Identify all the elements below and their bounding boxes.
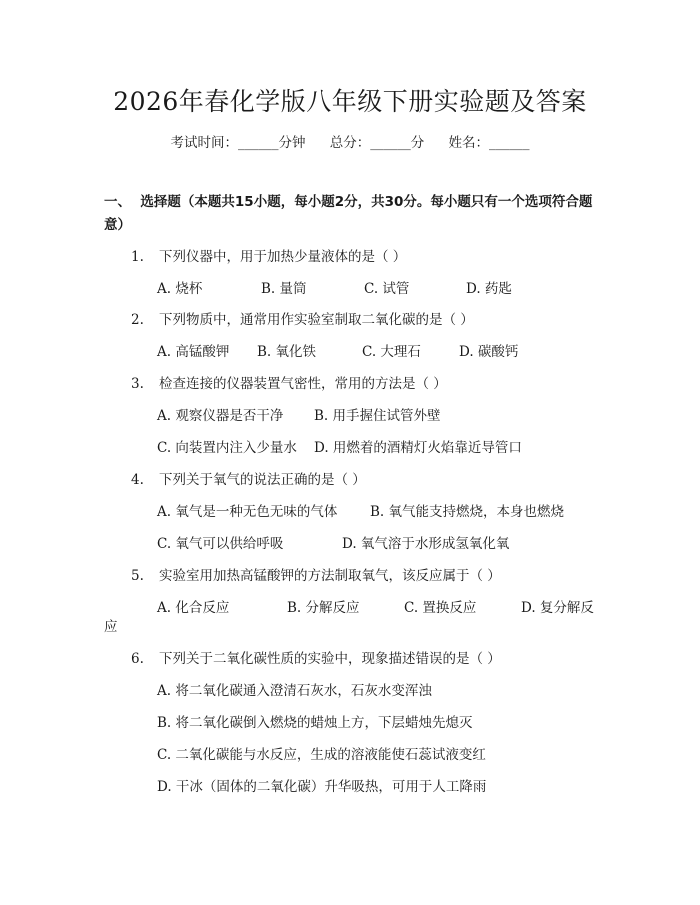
student-name-field: 姓名：______ — [448, 135, 530, 151]
question-number: 2. — [131, 312, 144, 328]
option-c: C. 置换反应 — [404, 600, 477, 616]
option-d-wrap: 应 — [104, 619, 118, 635]
option-d: D. 复分解反 — [521, 600, 594, 616]
option-b: B. 氧化铁 — [257, 344, 317, 360]
question-1 — [131, 245, 406, 265]
option-b: B. 将二氧化碳倒入燃烧的蜡烛上方，下层蜡烛先熄灭 — [157, 715, 473, 731]
document-title: 2026年春化学版八年级下册实验题及答案 — [113, 87, 587, 116]
option-b: B. 氧气能支持燃烧，本身也燃烧 — [370, 504, 565, 520]
option-d: D. 氧气溶于水形成氢氧化氧 — [342, 536, 510, 552]
question-text: 下列物质中，通常用作实验室制取二氧化碳的是（ ） — [159, 312, 474, 328]
option-b: B. 分解反应 — [287, 600, 360, 616]
question-number: 1. — [131, 249, 144, 265]
question-2 — [131, 308, 474, 328]
option-d: D. 药匙 — [466, 281, 512, 297]
option-c: C. 试管 — [364, 281, 410, 297]
question-number: 5. — [131, 568, 144, 584]
option-c: C. 向装置内注入少量水 — [157, 440, 297, 456]
question-text: 下列关于二氧化碳性质的实验中，现象描述错误的是（ ） — [159, 651, 501, 667]
question-text: 检查连接的仪器装置气密性，常用的方法是（ ） — [159, 376, 447, 392]
option-b: B. 量筒 — [261, 281, 307, 297]
exam-info-line — [0, 131, 700, 151]
question-5 — [131, 564, 501, 584]
option-c: C. 二氧化碳能与水反应，生成的溶液能使石蕊试液变红 — [157, 747, 486, 763]
question-text: 下列仪器中，用于加热少量液体的是（ ） — [159, 249, 407, 265]
question-4 — [131, 468, 366, 488]
section-heading — [104, 191, 604, 237]
option-a: A. 将二氧化碳通入澄清石灰水，石灰水变浑浊 — [157, 683, 432, 699]
total-score-field: 总分：______分 — [329, 135, 425, 151]
option-d: D. 干冰（固体的二氧化碳）升华吸热，可用于人工降雨 — [157, 779, 487, 795]
question-6 — [131, 647, 501, 667]
option-a: A. 高锰酸钾 — [157, 344, 230, 360]
question-number: 3. — [131, 376, 144, 392]
option-a: A. 氧气是一种无色无味的气体 — [157, 504, 338, 520]
question-text: 下列关于氧气的说法正确的是（ ） — [159, 472, 366, 488]
option-d: D. 碳酸钙 — [459, 344, 519, 360]
question-3 — [131, 372, 447, 392]
question-text: 实验室用加热高锰酸钾的方法制取氧气，该反应属于（ ） — [159, 568, 501, 584]
question-number: 6. — [131, 651, 144, 667]
option-a: A. 化合反应 — [157, 600, 230, 616]
option-a: A. 观察仪器是否干净 — [157, 408, 284, 424]
section-number: 一、 — [104, 194, 131, 210]
question-number: 4. — [131, 472, 144, 488]
option-d: D. 用燃着的酒精灯火焰靠近导管口 — [314, 440, 522, 456]
option-b: B. 用手握住试管外壁 — [314, 408, 441, 424]
section-text: 选择题（本题共15小题，每小题2分，共30分。每小题只有一个选项符合题意） — [104, 194, 593, 233]
option-c: C. 大理石 — [362, 344, 421, 360]
option-c: C. 氧气可以供给呼吸 — [157, 536, 284, 552]
exam-time-field: 考试时间：______分钟 — [170, 135, 306, 151]
option-a: A. 烧杯 — [157, 281, 203, 297]
